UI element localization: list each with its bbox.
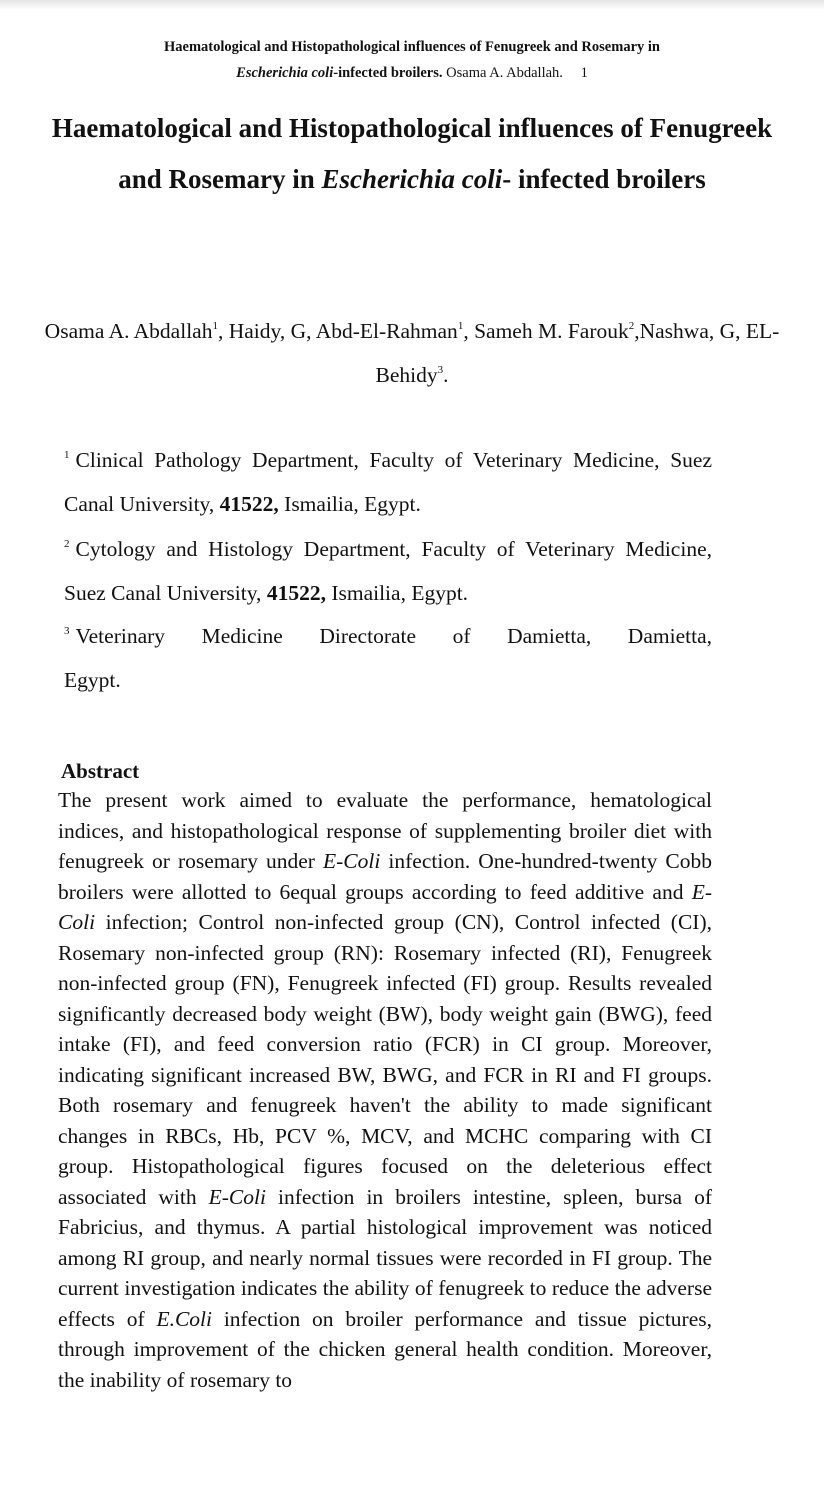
affiliation-3-number: 3 — [64, 625, 70, 637]
author-1-affil: 1 — [212, 320, 218, 332]
affiliation-2 — [64, 527, 712, 615]
author-3: , Sameh M. Farouk — [463, 319, 629, 343]
affiliation-1-number: 1 — [64, 449, 70, 461]
affiliation-1-text: Clinical Pathology Department, Faculty of Veterinary Medicine, Suez Canal University, — [64, 448, 712, 516]
abstract-italic-3: E-Coli — [208, 1184, 266, 1209]
title-part2: - infected broilers — [502, 164, 706, 194]
author-1: Osama A. Abdallah — [44, 319, 213, 343]
affiliation-2-number: 2 — [64, 538, 70, 550]
running-head-rest: -infected broilers. — [333, 65, 443, 81]
title-part1: Haematological and Histopathological influences of Fenugreek and Rosemary in — [51, 113, 773, 194]
affiliation-1-tail: Ismailia, Egypt. — [278, 492, 421, 516]
running-head-line2 — [0, 60, 824, 86]
abstract-sentence-2: infection. One-hundred-twenty Cobb broilers were allotted to 6equal groups according to feed additive and — [58, 849, 712, 904]
abstract-sentence-4: infection in broilers intestine, spleen, bursa of Fabricius, and thymus. A partial histological improvement was noticed among RI group, and nearly normal tissues were recorded in FI group. The current investigation indicates the ability of fenugreek to reduce the adverse effects of — [58, 1184, 712, 1331]
affiliation-1 — [64, 438, 712, 526]
affiliation-2-text: Cytology and Histology Department, Faculty of Veterinary Medicine, Suez Canal University, — [64, 537, 712, 605]
author-2-affil: 1 — [457, 320, 464, 332]
author-2: , Haidy, G, Abd-El-Rahman — [217, 319, 458, 343]
author-list — [40, 309, 784, 397]
running-head-line1: Haematological and Histopathological influences of Fenugreek and Rosemary in — [164, 39, 660, 55]
running-head — [0, 34, 824, 86]
paper-title — [40, 103, 784, 205]
author-4-affil: 3 — [437, 364, 444, 376]
title-italic: Escherichia coli — [321, 164, 503, 194]
affiliation-3 — [64, 614, 712, 702]
affiliation-3-line1: Veterinary Medicine Directorate of Damietta, Damietta, — [75, 624, 712, 648]
running-head-author: Osama A. Abdallah. — [446, 65, 563, 81]
abstract-heading: Abstract — [61, 759, 140, 783]
abstract-sentence-3: infection; Control non-infected group (CN), Control infected (CI), Rosemary non-infected group (RN): Rosemary infected (RI), Fenugreek non-infected group (FN), Fenugreek infected (FI) group. Results revealed significantly decreased body weight (BW), body weight gain (BWG), feed intake (FI), and feed conversion ratio (FCR) in CI group. Moreover, indicating significant increased BW, BWG, and FCR in RI and FI groups. Both rosemary and fenugreek haven't the ability to made significant changes in RBCs, Hb, PCV %, MCV, and MCHC comparing with CI group. Histopathological figures focused on the deleterious effect associated with — [58, 910, 712, 1209]
affiliation-2-postal: 41522, — [266, 581, 326, 605]
author-list-end: . — [443, 363, 449, 387]
page-top-shadow — [0, 0, 824, 10]
abstract-italic-1: E-Coli — [323, 849, 381, 873]
abstract-sentence-5: infection on broiler performance and tissue pictures, through improvement of the chicken general health condition. Moreover, the inability of rosemary to — [58, 1306, 712, 1392]
affiliation-1-postal: 41522, — [219, 492, 279, 516]
abstract-sentence-1: The present work aimed to evaluate the performance, hematological indices, and histopathological response of supplementing broiler diet with fenugreek or rosemary under — [58, 788, 712, 873]
author-3-affil: 2 — [628, 320, 635, 332]
affiliation-3-line1-wrap — [64, 614, 712, 658]
abstract-italic-4: E.Coli — [156, 1306, 212, 1331]
abstract-body — [58, 785, 712, 1395]
abstract-italic-2: E-Coli — [58, 879, 712, 934]
running-head-italic: Escherichia coli — [236, 65, 334, 81]
affiliation-2-tail: Ismailia, Egypt. — [325, 581, 469, 605]
author-4: ,Nashwa, G, EL-Behidy — [375, 319, 780, 387]
page-number: 1 — [580, 65, 588, 81]
affiliation-3-line2: Egypt. — [64, 668, 121, 692]
